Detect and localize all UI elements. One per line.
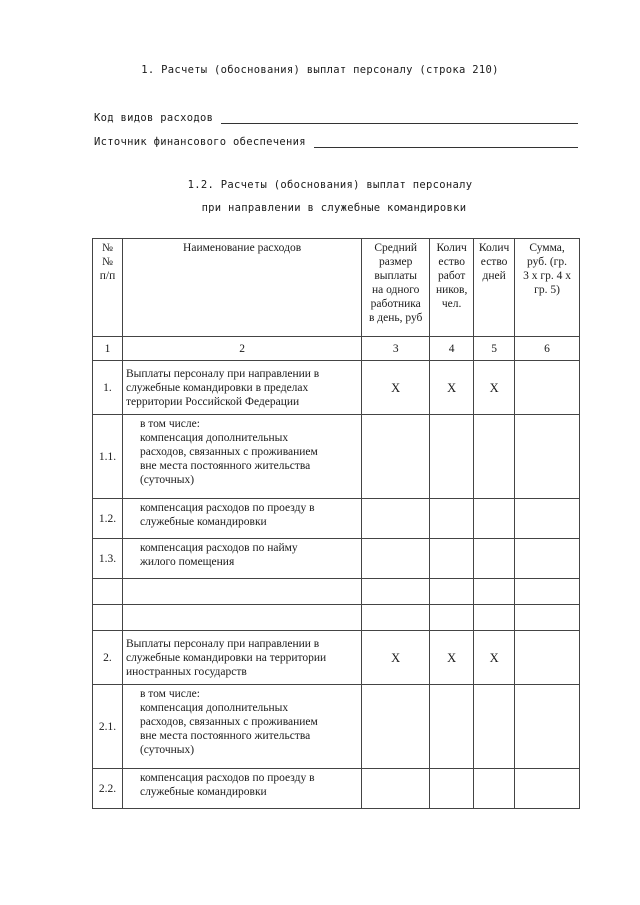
- avg-payment-cell[interactable]: [362, 605, 430, 631]
- sum-cell[interactable]: [515, 415, 580, 499]
- table-row: [93, 539, 580, 579]
- sum-cell[interactable]: [515, 361, 580, 415]
- row-number: 1.: [93, 361, 123, 415]
- row-number: 1.3.: [93, 539, 123, 579]
- header-line: ество: [480, 256, 508, 268]
- table-row: [93, 769, 580, 809]
- expense-name-line: служебные командировки на территории: [125, 651, 327, 664]
- subsection-heading: 1.2. Расчеты (обоснования) выплат персоналу: [187, 179, 473, 191]
- table-row: [93, 685, 580, 769]
- day-count-cell[interactable]: X: [474, 631, 515, 685]
- day-count-cell[interactable]: [474, 539, 515, 579]
- expense-name-line: расходов, связанных с проживанием: [139, 446, 318, 458]
- expense-name-line: в том числе:: [139, 688, 200, 700]
- expense-name-line: служебные командировки: [139, 516, 267, 528]
- row-number: 1.2.: [93, 499, 123, 539]
- worker-count-cell[interactable]: X: [430, 361, 474, 415]
- column-index-cell: 1: [93, 337, 123, 361]
- worker-count-cell[interactable]: [430, 685, 474, 769]
- column-index-row: [93, 337, 580, 361]
- expense-name-line: расходов, связанных с проживанием: [139, 716, 318, 728]
- day-count-cell[interactable]: [474, 415, 515, 499]
- table-row: [93, 579, 580, 605]
- day-count-cell[interactable]: [474, 605, 515, 631]
- funding-source-label: Источник финансового обеспечения: [94, 136, 306, 148]
- expense-name: [122, 361, 361, 415]
- expense-code-field-row: [94, 110, 578, 124]
- header-line: Колич: [436, 242, 467, 254]
- table-row: [93, 631, 580, 685]
- header-line: ество: [438, 256, 465, 268]
- header-line: работника: [370, 298, 421, 310]
- expense-name-line: Выплаты персоналу при направлении в: [125, 367, 320, 380]
- expense-name-line: компенсация дополнительных: [139, 702, 289, 714]
- header-line: в день, руб: [368, 312, 423, 324]
- expense-name-line: компенсация расходов по проезду в: [139, 502, 315, 514]
- header-line: Колич: [478, 242, 510, 254]
- funding-source-field[interactable]: [314, 135, 578, 148]
- expense-name-line: территории Российской Федерации: [125, 395, 300, 408]
- avg-payment-cell[interactable]: [362, 539, 430, 579]
- worker-count-cell[interactable]: [430, 579, 474, 605]
- expense-name-line: (суточных): [139, 474, 195, 486]
- header-name: Наименование расходов: [122, 239, 361, 337]
- day-count-cell[interactable]: [474, 685, 515, 769]
- expense-name-line: Выплаты персоналу при направлении в: [125, 637, 320, 650]
- row-number: 2.1.: [93, 685, 123, 769]
- header-line: 3 х гр. 4 х: [523, 270, 571, 282]
- row-number: [93, 605, 123, 631]
- expense-name-line: вне места постоянного жительства: [139, 460, 311, 472]
- expense-name-line: жилого помещения: [139, 556, 235, 568]
- header-line: на одного: [371, 284, 420, 296]
- day-count-cell[interactable]: [474, 769, 515, 809]
- column-index-cell: 6: [515, 337, 580, 361]
- header-line: гр. 5): [534, 284, 560, 296]
- column-index-cell: 2: [122, 337, 361, 361]
- expense-name-line: вне места постоянного жительства: [139, 730, 311, 742]
- sum-cell[interactable]: [515, 685, 580, 769]
- avg-payment-cell[interactable]: [362, 415, 430, 499]
- header-line: Сумма,: [529, 242, 565, 254]
- worker-count-cell[interactable]: X: [430, 631, 474, 685]
- worker-count-cell[interactable]: [430, 415, 474, 499]
- column-index-cell: 3: [362, 337, 430, 361]
- row-number: 1.1.: [93, 415, 123, 499]
- expense-name: [122, 579, 361, 605]
- header-line: работ: [437, 270, 466, 282]
- expense-name: [122, 631, 361, 685]
- avg-payment-cell[interactable]: [362, 685, 430, 769]
- table-row: [93, 415, 580, 499]
- business-trip-payments-table: [92, 238, 580, 809]
- header-day-count: [474, 239, 515, 337]
- table-row: [93, 605, 580, 631]
- avg-payment-cell[interactable]: [362, 499, 430, 539]
- sum-cell[interactable]: [515, 539, 580, 579]
- row-number: 2.2.: [93, 769, 123, 809]
- sum-cell[interactable]: [515, 499, 580, 539]
- funding-source-field-row: [94, 134, 578, 148]
- table-row: [93, 361, 580, 415]
- expense-name: [122, 539, 361, 579]
- row-number: [93, 579, 123, 605]
- sum-cell[interactable]: [515, 579, 580, 605]
- avg-payment-cell[interactable]: [362, 769, 430, 809]
- header-line: выплаты: [374, 270, 417, 282]
- expense-name-line: компенсация расходов по найму: [139, 542, 298, 554]
- header-sum: [515, 239, 580, 337]
- day-count-cell[interactable]: X: [474, 361, 515, 415]
- avg-payment-cell[interactable]: X: [362, 631, 430, 685]
- expense-name-line: иностранных государств: [125, 665, 247, 678]
- header-line: руб. (гр.: [527, 256, 568, 268]
- table-header-row: [93, 239, 580, 337]
- header-line: чел.: [441, 298, 462, 310]
- expense-code-label: Код видов расходов: [94, 112, 214, 124]
- worker-count-cell[interactable]: [430, 605, 474, 631]
- row-number: 2.: [93, 631, 123, 685]
- expense-name: [122, 605, 361, 631]
- header-avg-payment: [362, 239, 430, 337]
- column-index-cell: 5: [474, 337, 515, 361]
- expense-name: [122, 499, 361, 539]
- header-line: п/п: [99, 270, 116, 282]
- subsection-subheading: при направлении в служебные командировки: [201, 202, 467, 214]
- header-line: №: [101, 242, 113, 254]
- expense-name-line: служебные командировки: [139, 786, 267, 798]
- expense-name: [122, 769, 361, 809]
- sum-cell[interactable]: [515, 769, 580, 809]
- expense-name-line: служебные командировки в пределах: [125, 381, 309, 394]
- avg-payment-cell[interactable]: X: [362, 361, 430, 415]
- header-line: дней: [482, 270, 506, 282]
- worker-count-cell[interactable]: [430, 539, 474, 579]
- worker-count-cell[interactable]: [430, 769, 474, 809]
- column-index-cell: 4: [430, 337, 474, 361]
- expense-code-field[interactable]: [221, 111, 578, 124]
- expense-name-line: (суточных): [139, 744, 195, 756]
- day-count-cell[interactable]: [474, 579, 515, 605]
- section-heading: 1. Расчеты (обоснования) выплат персоналу (строка 210): [141, 64, 499, 76]
- avg-payment-cell[interactable]: [362, 579, 430, 605]
- header-line: Средний: [374, 242, 418, 254]
- day-count-cell[interactable]: [474, 499, 515, 539]
- expense-name: [122, 415, 361, 499]
- header-line: №: [101, 256, 113, 268]
- header-line: размер: [379, 256, 413, 268]
- worker-count-cell[interactable]: [430, 499, 474, 539]
- header-worker-count: [430, 239, 474, 337]
- expense-name-line: в том числе:: [139, 418, 200, 430]
- header-num: [93, 239, 123, 337]
- table-row: [93, 499, 580, 539]
- expense-name-line: компенсация расходов по проезду в: [139, 772, 315, 784]
- sum-cell[interactable]: [515, 605, 580, 631]
- expense-name: [122, 685, 361, 769]
- expense-name-line: компенсация дополнительных: [139, 432, 289, 444]
- sum-cell[interactable]: [515, 631, 580, 685]
- header-line: ников,: [435, 284, 468, 296]
